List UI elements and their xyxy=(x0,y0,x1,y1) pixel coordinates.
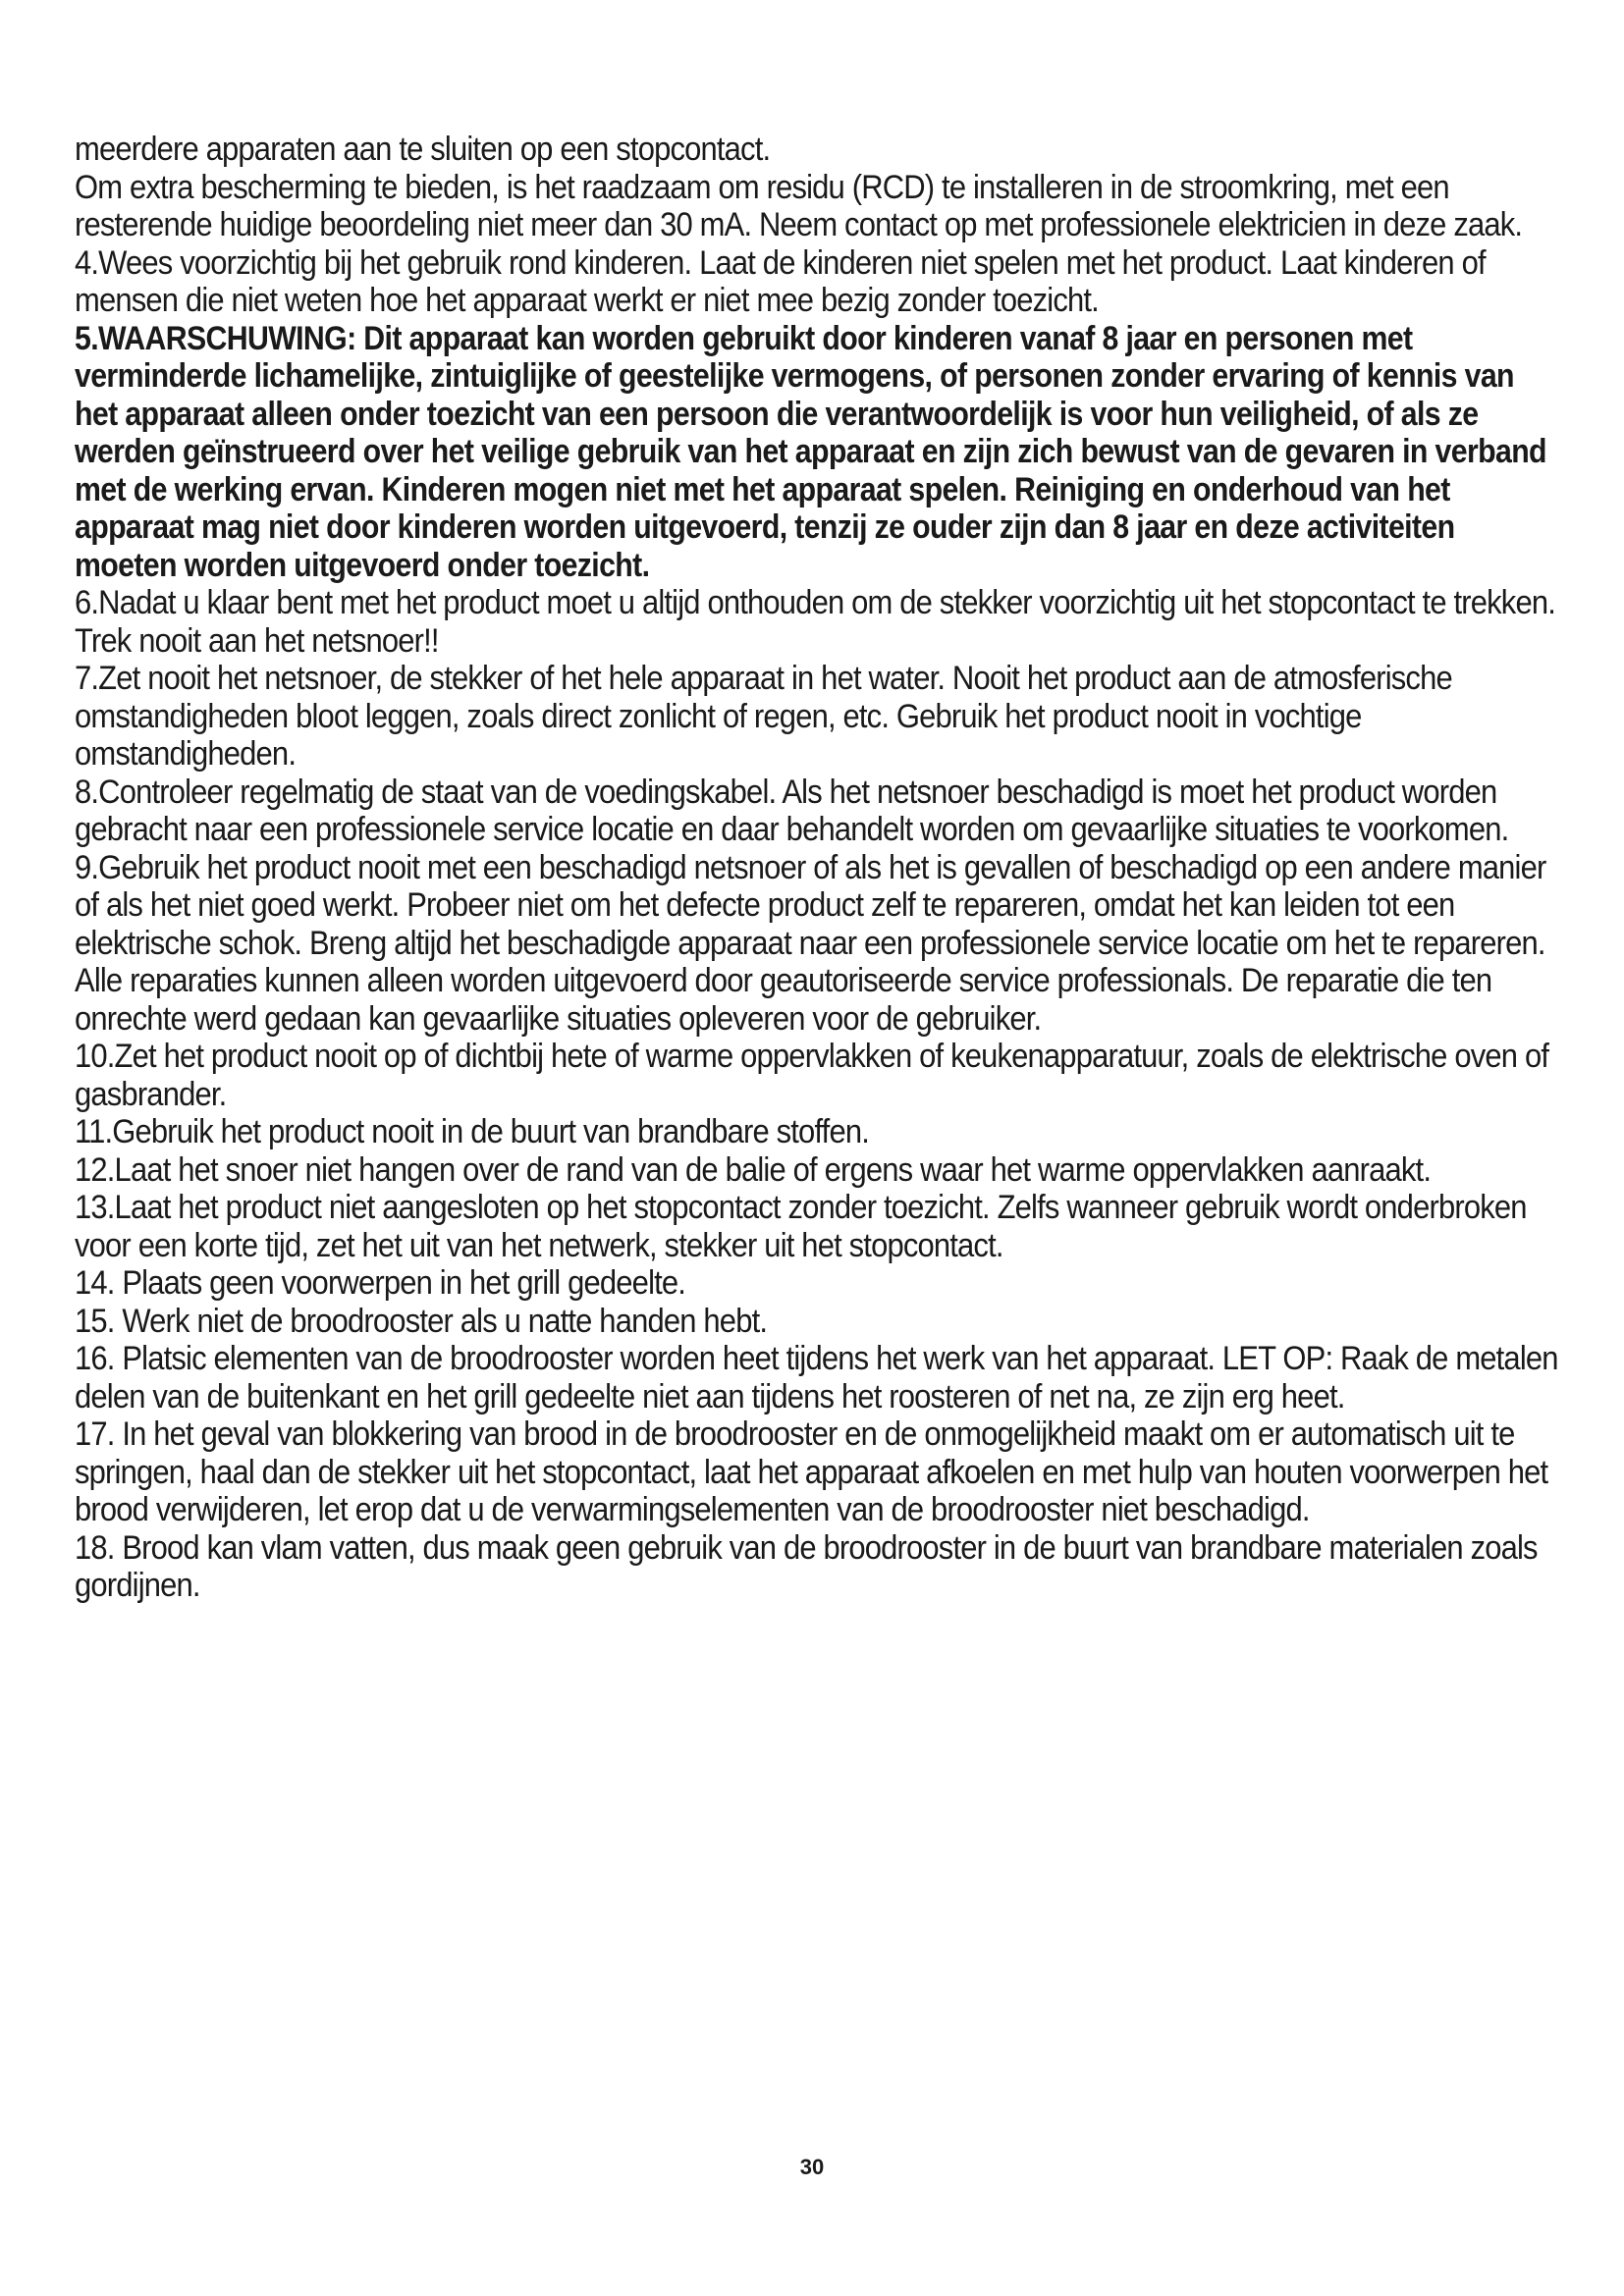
paragraph-rcd-advice: Om extra bescherming te bieden, is het raadzaam om residu (RCD) te installeren in de stroomkring, met een resterende huidige beoordeling niet meer dan 30 mA. Neem contact op met professionele elektricien in deze zaak. xyxy=(75,168,1523,243)
paragraph-item-14: 14. Plaats geen voorwerpen in het grill gedeelte. xyxy=(75,1264,686,1302)
paragraph-intro-continuation: meerdere apparaten aan te sluiten op een stopcontact. xyxy=(75,131,771,168)
paragraph-item-10: 10.Zet het product nooit op of dichtbij hete of warme oppervlakken of keukenapparatuur, zoals de elektrische oven of gasbrander. xyxy=(75,1038,1549,1113)
paragraph-item-13: 13.Laat het product niet aangesloten op het stopcontact zonder toezicht. Zelfs wanneer gebruik wordt onderbroken voor een korte tijd, zet het uit van het netwerk, stekker uit het stopcontact. xyxy=(75,1189,1527,1264)
document-page xyxy=(75,131,1567,1605)
paragraph-item-7: 7.Zet nooit het netsnoer, de stekker of het hele apparaat in het water. Nooit het product aan de atmosferische omstandigheden bloot leggen, zoals direct zonlicht of regen, etc. Gebruik het product nooit in vochtige omstandigheden. xyxy=(75,660,1452,773)
paragraph-item-18: 18. Brood kan vlam vatten, dus maak geen gebruik van de broodrooster in de buurt van brandbare materialen zoals gordijnen. xyxy=(75,1528,1538,1604)
paragraph-item-4: 4.Wees voorzichtig bij het gebruik rond kinderen. Laat de kinderen niet spelen met het product. Laat kinderen of mensen die niet weten hoe het apparaat werkt er niet mee bezig zonder toezicht. xyxy=(75,243,1486,319)
paragraph-item-17: 17. In het geval van blokkering van brood in de broodrooster en de onmogelijkheid maakt om er automatisch uit te springen, haal dan de stekker uit het stopcontact, laat het apparaat afkoelen en met hulp van houten voorwerpen het brood verwijderen, let erop dat u de verwarmingselementen van de broodrooster niet beschadigd. xyxy=(75,1415,1548,1528)
paragraph-item-9: 9.Gebruik het product nooit met een beschadigd netsnoer of als het is gevallen of beschadigd op een andere manier of als het niet goed werkt. Probeer niet om het defecte product zelf te repareren, omdat het kan leiden tot een elektrische schok. Breng altijd het beschadigde apparaat naar een professionele service locatie om het te repareren. Alle reparaties kunnen alleen worden uitgevoerd door geautoriseerde service professionals. De reparatie die ten onrechte werd gedaan kan gevaarlijke situaties opleveren voor de gebruiker. xyxy=(75,848,1546,1038)
paragraph-item-16: 16. Platsic elementen van de broodrooster worden heet tijdens het werk van het apparaat. LET OP: Raak de metalen delen van de buitenkant en het grill gedeelte niet aan tijdens het roosteren of net na, ze zijn erg heet. xyxy=(75,1340,1558,1415)
paragraph-item-6: 6.Nadat u klaar bent met het product moet u altijd onthouden om de stekker voorzichtig uit het stopcontact te trekken. Trek nooit aan het netsnoer!! xyxy=(75,584,1555,660)
paragraph-item-12: 12.Laat het snoer niet hangen over de rand van de balie of ergens waar het warme oppervlakken aanraakt. xyxy=(75,1150,1432,1189)
paragraph-item-11: 11.Gebruik het product nooit in de buurt van brandbare stoffen. xyxy=(75,1113,870,1150)
paragraph-item-8: 8.Controleer regelmatig de staat van de voedingskabel. Als het netsnoer beschadigd is moet het product worden gebracht naar een professionele service locatie en daar behandelt worden om gevaarlijke situaties te voorkomen. xyxy=(75,773,1509,848)
page-number: 30 xyxy=(799,2155,825,2179)
paragraph-item-15: 15. Werk niet de broodrooster als u natte handen hebt. xyxy=(75,1302,768,1340)
paragraph-item-5-warning: 5.WAARSCHUWING: Dit apparaat kan worden gebruikt door kinderen vanaf 8 jaar en personen met verminderde lichamelijke, zintuiglijke of geestelijke vermogens, of personen zonder ervaring of kennis van het apparaat alleen onder toezicht van een persoon die verantwoordelijk is voor hun veiligheid, of als ze werden geïnstrueerd over het veilige gebruik van het apparaat en zijn zich bewust van de gevaren in verband met de werking ervan. Kinderen mogen niet met het apparaat spelen. Reiniging en onderhoud van het apparaat mag niet door kinderen worden uitgevoerd, tenzij ze ouder zijn dan 8 jaar en deze activiteiten moeten worden uitgevoerd onder toezicht. xyxy=(75,319,1546,584)
